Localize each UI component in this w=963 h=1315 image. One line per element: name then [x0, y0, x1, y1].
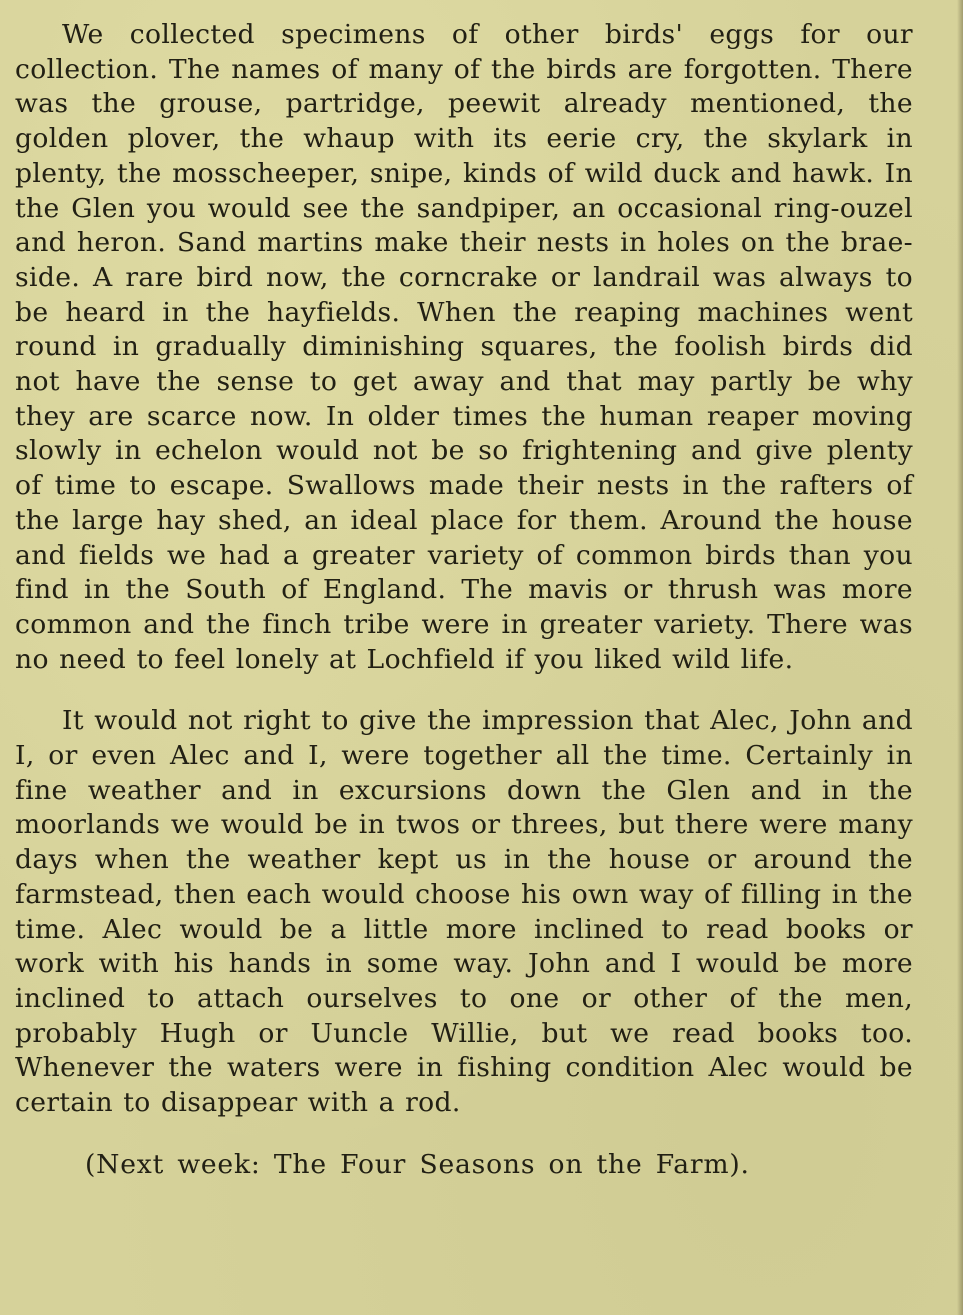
next-week-note: (Next week: The Four Seasons on the Farm). [85, 1148, 750, 1180]
paragraph-time-together: It would not right to give the impression that Alec, John and I, or even Alec and I, were together all the time. Certainly in fine weather and in excursions down the Glen and in the moorlands we would be in twos or threes, but there were many days when the weather kept us in the house or around the farmstead, then each would choose his own way of filling in the time. Alec would be a little more inclined to read books or work with his hands in some way. John and I would be more inclined to attach ourselves to one or other of the men, probably Hugh or Uuncle Willie, but we read books too. Whenever the waters were in fishing condition Alec would be certain to disappear with a rod. [15, 705, 913, 1119]
page-edge-shadow [957, 0, 963, 1315]
paragraph-bird-eggs: We collected specimens of other birds' eggs for our collection. The names of many of the birds are forgotten. There was the grouse, partridge, peewit already mentioned, the golden plover, the whaup with its eerie cry, the skylark in plenty, the mosscheeper, snipe, kinds of wild duck and hawk. In the Glen you would see the sandpiper, an occasional ring-ouzel and heron. Sand martins make their nests in holes on the brae-side. A rare bird now, the corncrake or landrail was always to be heard in the hayfields. When the reaping machines went round in gradually diminishing squares, the foolish birds did not have the sense to get away and that may partly be why they are scarce now. In older times the human reaper moving slowly in echelon would not be so frightening and give plenty of time to escape. Swallows made their nests in the rafters of the large hay shed, an ideal place for them. Around the house and fields we had a greater variety of common birds than you find in the South of England. The mavis or thrush was more common and the finch tribe were in greater variety. There was no need to feel lonely at Lochfield if you liked wild life. [15, 19, 913, 675]
